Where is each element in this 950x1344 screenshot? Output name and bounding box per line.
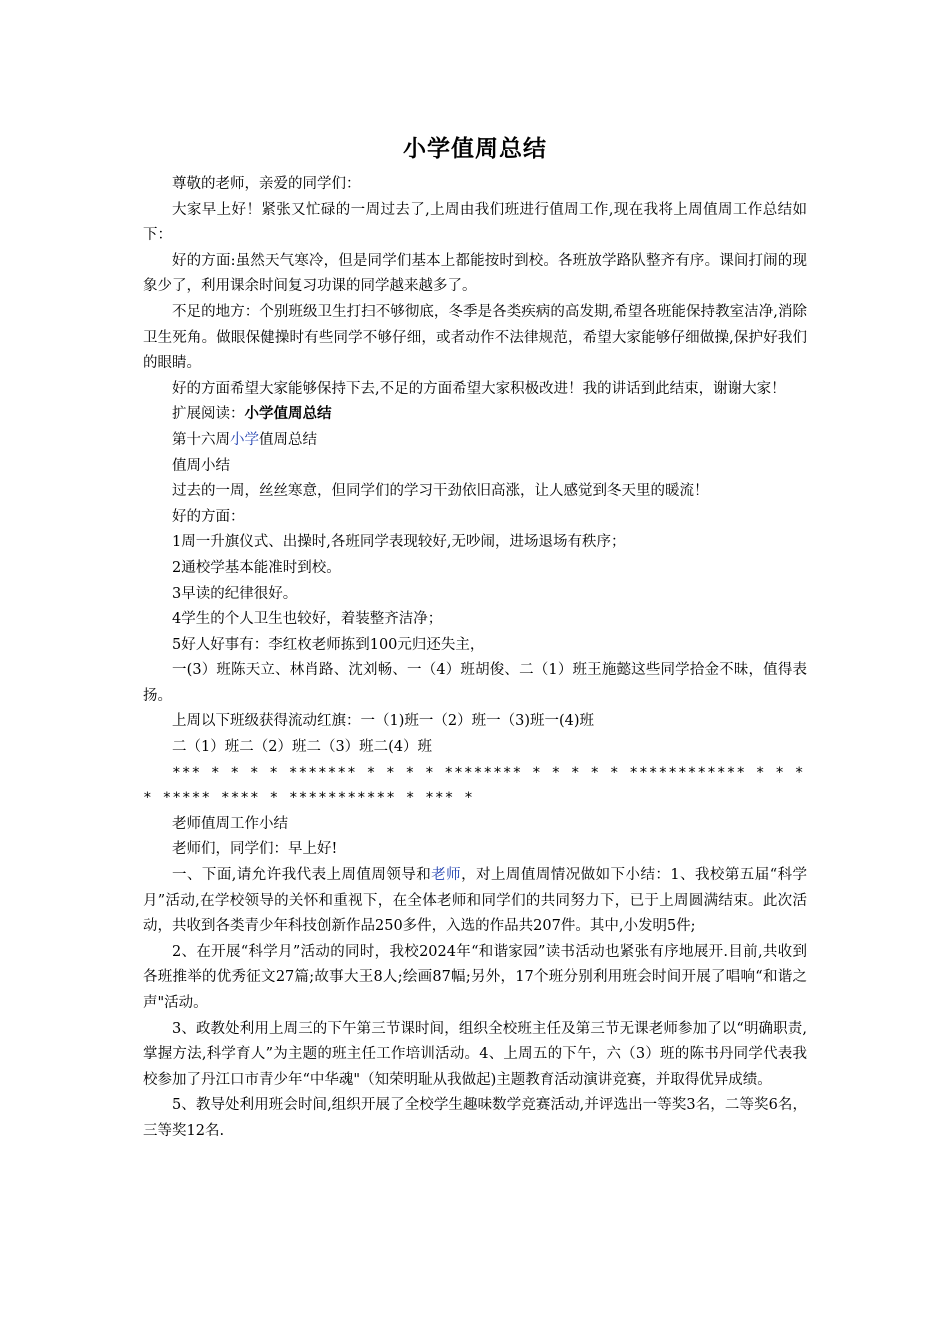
week16-prefix: 第十六周 (172, 431, 230, 448)
honor-paragraph: 一(3）班陈天立、林肖路、沈刘畅、一（4）班胡俊、二（1）班王施懿这些同学拾金不昧，值得表扬。 (143, 662, 807, 704)
document-title: 小学值周总结 (403, 136, 547, 162)
teacher-paragraph-5: 5、教导处利用班会时间,组织开展了全校学生趣味数学竞赛活动,并评选出一等奖3名，二等奖6名，三等奖12名. (143, 1097, 807, 1139)
week16-link[interactable]: 小学 (230, 431, 259, 448)
red-flag-line-1: 上周以下班级获得流动红旗：一（1)班一（2）班一（3)班一(4)班 (172, 713, 595, 730)
teacher-summary-heading: 老师值周工作小结 (172, 815, 288, 832)
closing-paragraph: 好的方面希望大家能够保持下去,不足的方面希望大家积极改进！我的讲话到此结束，谢谢大家！ (172, 380, 786, 397)
list-item-3: 3早读的纪律很好。 (172, 585, 298, 602)
shortcomings-paragraph: 不足的地方：个别班级卫生打扫不够彻底，冬季是各类疾病的高发期,希望各班能保持教室洁净,消除卫生死角。做眼保健操时有些同学不够仔细，或者动作不法律规范，希望大家能够仔细做操,保护好我们的眼睛。 (143, 303, 807, 372)
intro-paragraph: 大家早上好！紧张又忙碌的一周过去了,上周由我们班进行值周工作,现在我将上周值周工作总结如下： (143, 201, 807, 244)
teacher-paragraph-2: 2、在开展“科学月”活动的同时，我校2024年“和谐家园”读书活动也紧张有序地展开.目前,共收到各班推举的优秀征文27篇;故事大王8人;绘画87幅;另外，17个班分别利用班会时间开展了唱响“和谐之声"活动。 (143, 943, 807, 1011)
list-item-4: 4学生的个人卫生也较好，着装整齐洁净； (172, 611, 443, 628)
list-item-5: 5好人好事有：李红枚老师拣到100元归还失主， (172, 636, 485, 653)
extended-reading-label: 扩展阅读： (172, 406, 245, 423)
list-item-2: 2通校学基本能准时到校。 (172, 559, 341, 576)
star-divider: *** * * * * ******* * * * * ******** * * * * * ************ * * * * ***** **** * *********** * *** * (143, 764, 805, 807)
week16-suffix: 值周总结 (259, 431, 317, 448)
list-item-1: 1周一升旗仪式、出操时,各班同学表现较好,无吵闹，进场退场有秩序； (172, 534, 626, 551)
good-aspects-paragraph: 好的方面:虽然天气寒冷，但是同学们基本上都能按时到校。各班放学路队整齐有序。课间打闹的现象少了，利用课余时间复习功课的同学越来越多了。 (143, 252, 807, 295)
teacher-greeting: 老师们，同学们：早上好! (172, 841, 338, 858)
good-heading: 好的方面： (172, 508, 245, 525)
summary-heading: 值周小结 (172, 457, 230, 474)
teacher-paragraph-1-suffix: ，对上周值周情况做如下小结：1、我校第五届“科学月”活动,在学校领导的关怀和重视下，在全体老师和同学们的共同努力下，已于上周圆满结束。此次活动，共收到各类青少年科技创新作品250多件，入选的作品共207件。其中,小发明5件; (143, 867, 808, 935)
teacher-paragraph-3: 3、政教处利用上周三的下午第三节课时间，组织全校班主任及第三节无课老师参加了以“明确职责,掌握方法,科学育人”为主题的班主任工作培训活动。4、上周五的下午，六（3）班的陈书丹同学代表我校参加了丹江口市青少年“中华魂"（知荣明耻从我做起)主题教育活动演讲竞赛，并取得优异成绩。 (143, 1020, 807, 1088)
week16-heading (143, 428, 807, 454)
document-page (143, 132, 807, 1145)
red-flag-line-2: 二（1）班二（2）班二（3）班二(4）班 (172, 739, 433, 756)
teacher-paragraph-1 (143, 863, 807, 940)
extended-reading-line (143, 402, 807, 428)
teacher-link[interactable]: 老师 (431, 867, 462, 884)
teacher-paragraph-1-prefix: 一、下面,请允许我代表上周值周领导和 (172, 867, 432, 884)
greeting-paragraph: 尊敬的老师，亲爱的同学们： (172, 176, 361, 192)
past-week-paragraph: 过去的一周，丝丝寒意，但同学们的学习干劲依旧高涨，让人感觉到冬天里的暖流！ (172, 483, 709, 500)
extended-reading-title: 小学值周总结 (244, 406, 332, 423)
